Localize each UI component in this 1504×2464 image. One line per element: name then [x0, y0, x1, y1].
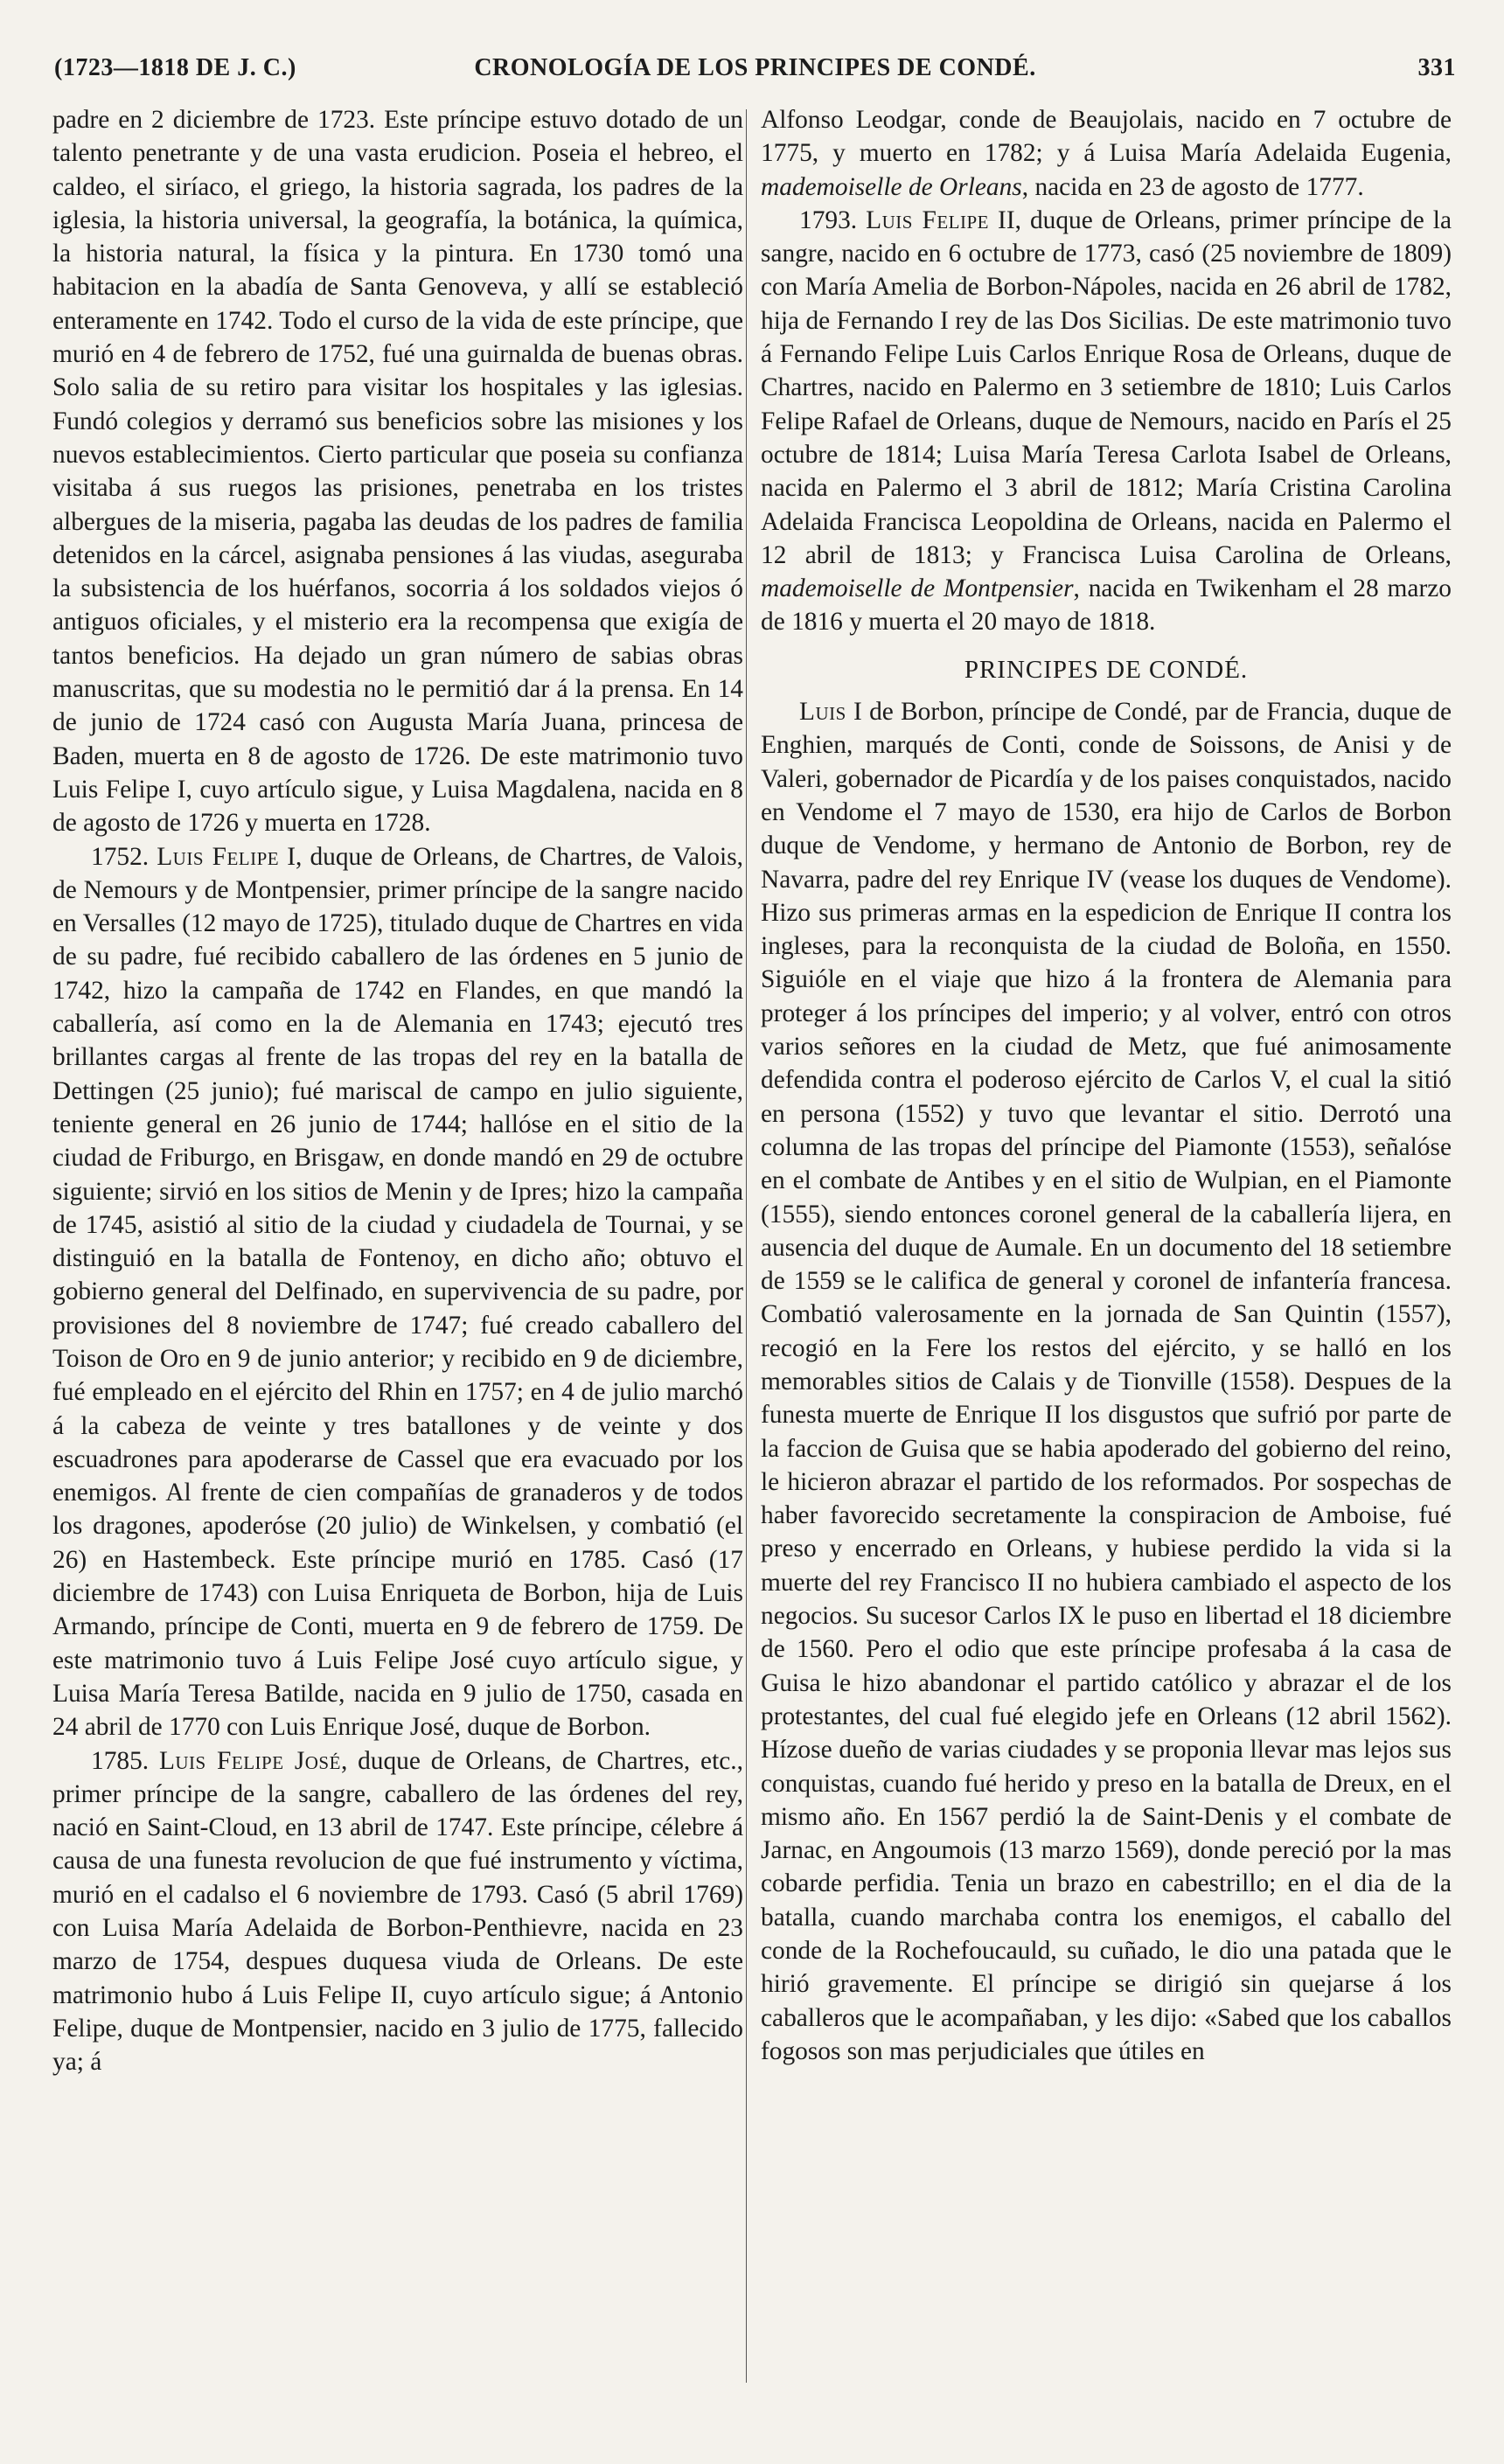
header-date-range: (1723—1818 DE J. C.)	[54, 54, 296, 81]
paragraph-luis-intro: padre en 2 diciembre de 1723. Este príncipe estuvo dotado de un talento penetrante y de una vasta erudicion. Poseia el hebreo, el caldeo, el siríaco, el griego, la historia sagrada, los padres de la iglesia, la historia universal, la geografía, la botánica, la química, la historia natural, la física y la pintura. En 1730 tomó una habitacion en la abadía de Santa Genoveva, y allí se estableció enteramente en 1742. Todo el curso de la vida de este príncipe, que murió en 4 de febrero de 1752, fué una guirnalda de buenas obras. Solo salia de su retiro para visitar los hospitales y las iglesias. Fundó colegios y derramó sus beneficios sobre las misiones y los nuevos establecimientos. Cierto particular que poseia su confianza visitaba á sus ruegos las prisiones, penetraba en los tristes albergues de la miseria, pagaba las deudas de los padres de familia detenidos en la cárcel, asignaba pensiones á las viudas, aseguraba la subsistencia de los huérfanos, socorria á los soldados viejos ó antiguos oficiales, y el misterio era la recompensa que exigía de tantos beneficios. Ha dejado un gran número de sabias obras manuscritas, que su modestia no le permitió dar á la prensa. En 14 de junio de 1724 casó con Augusta María Juana, princesa de Baden, muerta en 8 de agosto de 1726. De este matrimonio tuvo Luis Felipe I, cuyo artículo sigue, y Luisa Magdalena, nacida en 8 de agosto de 1726 y muerta en 1728.	[52, 106, 743, 838]
paragraph-luis-felipe-i	[52, 840, 743, 1744]
header-title: CRONOLOGÍA DE LOS PRINCIPES DE CONDÉ.	[474, 54, 1036, 81]
paragraph-luis-felipe-jose	[52, 1744, 743, 2079]
continuation-text: Alfonso Leodgar, conde de Beaujolais, nacido en 7 octubre de 1775, y muerto en 1782; y á Luisa María Adelaida Eugenia,	[761, 106, 1452, 168]
continuation-end: , nacida en 23 de agosto de 1777.	[1021, 172, 1364, 201]
entry-text: I, duque de Orleans, de Chartres, de Valois, de Nemours y de Montpensier, primer príncipe de la sangre nacido en Versalles (12 mayo de 1725), titulado duque de Chartres en vida de su padre, fué recibido caballero de las órdenes en 5 junio de 1742, hizo la campaña de 1742 en Flandes, en que mandó la caballería, así como en la de Alemania en 1743; ejecutó tres brillantes cargas al frente de las tropas del rey en la batalla de Dettingen (25 junio); fué mariscal de campo en julio siguiente, teniente general en 26 junio de 1744; hallóse en el sitio de la ciudad de Friburgo, en Brisgaw, en donde mandó en 29 de octubre siguiente; sirvió en los sitios de Menin y de Ipres; hizo la campaña de 1745, asistió al sitio de la ciudad y ciudadela de Tournai, y se distinguió en la batalla de Fontenoy, en dicho año; obtuvo el gobierno general del Delfinado, en supervivencia de su padre, por provisiones del 8 noviembre de 1747; fué creado caballero del Toison de Oro en 9 de junio anterior; y recibido en 9 de diciembre, fué empleado en el ejército del Rhin en 1757; en 4 de julio marchó á la cabeza de veinte y tres batallones y de veinte y dos escuadrones para apoderarse de Cassel que era evacuado por los enemigos. Al frente de cien compañías de granaderos y de todos los dragones, apoderóse (20 julio) de Winkelsen, y combatió (el 26) en Hastembeck. Este príncipe murió en 1785. Casó (17 diciembre de 1743) con Luisa Enriqueta de Borbon, hija de Luis Armando, príncipe de Conti, muerta en 9 de febrero de 1759. De este matrimonio tuvo á Luis Felipe José cuyo artículo sigue, y Luisa María Teresa Batilde, nacida en 9 julio de 1750, casada en 24 abril de 1770 con Luis Enrique José, duque de Borbon.	[52, 842, 743, 1742]
entry-text: I de Borbon, príncipe de Condé, par de Francia, duque de Enghien, marqués de Conti, conde de Soissons, de Anisi y de Valeri, gobernador de Picardía y de los paises conquistados, nacido en Vendome el 7 mayo de 1530, era hijo de Carlos de Borbon duque de Vendome, y hermano de Antonio de Borbon, rey de Navarra, padre del rey Enrique IV (vease los duques de Vendome). Hizo sus primeras armas en la espedicion de Enrique II contra los ingleses, para la reconquista de la ciudad de Boloña, en 1550. Siguióle en el viaje que hizo á la frontera de Alemania para proteger á los príncipes del imperio; y al volver, entró con otros varios señores en la ciudad de Metz, que fué animosamente defendida contra el poderoso ejército de Carlos V, el cual la sitió en persona (1552) y tuvo que levantar el sitio. Derrotó una columna de las tropas del príncipe del Piamonte (1553), señalóse en el combate de Antibes y en el sitio de Wulpian, en el Piamonte (1555), siendo entonces coronel general de la caballería lijera, en ausencia del duque de Aumale. En un documento del 18 setiembre de 1559 se le califica de general y coronel de infantería francesa. Combatió valerosamente en la jornada de San Quintin (1557), recogió en la Fere los restos del ejército, y se halló en los memorables sitios de Calais y de Tionville (1558). Despues de la funesta muerte de Enrique II los disgustos que sufrió por parte de la faccion de Guisa que se habia apoderado del gobierno del reino, le hicieron abrazar el partido de los reformados. Por sospechas de haber favorecido secretamente la conspiracion de Amboise, fué preso y encerrado en Orleans, y hubiese perdido la vida si la muerte del rey Francisco II no hubiera cambiado el aspecto de los negocios. Su sucesor Carlos IX le puso en libertad el 18 diciembre de 1560. Pero el odio que este príncipe profesaba á la casa de Guisa le hizo abandonar el partido católico y abrazar el de los protestantes, del cual fué elegido jefe en Orleans (12 abril 1562). Hízose dueño de varias ciudades y se proponia llevar mas lejos sus conquistas, cuando fué herido y preso en la batalla de Dreux, en el mismo año. En 1567 perdió la de Saint-Denis y el combate de Jarnac, en Angoumois (13 marzo 1569), donde pereció por la mas cobarde perfidia. Tenia un brazo en cabestrillo; en el dia de la batalla, cuando marchaba contra los enemigos, el caballo del conde de la Rochefoucauld, su cuñado, le dio una patada que le hirió gravemente. El príncipe se dirigió sin quejarse á los caballeros que le acompañaban, y les dijo: «Sabed que los caballos fogosos son mas perjudiciales que útiles en	[761, 698, 1452, 2065]
entry-text: II, duque de Orleans, primer príncipe de la sangre, nacido en 6 octubre de 1773, casó (25 noviembre de 1809) con María Amelia de Borbon-Nápoles, nacida en 26 abril de 1782, hija de Fernando I rey de las Dos Sicilias. De este matrimonio tuvo á Fernando Felipe Luis Carlos Enrique Rosa de Orleans, duque de Chartres, nacido en Palermo en 3 setiembre de 1810; Luis Carlos Felipe Rafael de Orleans, duque de Nemours, nacido en París el 25 octubre de 1814; Luisa María Teresa Carlota Isabel de Orleans, nacida en Palermo el 3 abril de 1812; María Cristina Carolina Adelaida Francisca Leopoldina de Orleans, nacida en Palermo el 12 abril de 1813; y Francisca Luisa Carolina de Orleans,	[761, 205, 1452, 569]
entry-text: , duque de Orleans, de Chartres, etc., primer príncipe de la sangre, caballero de las órdenes del rey, nació en Saint-Cloud, en 13 abril de 1747. Este príncipe, célebre á causa de una funesta revolucion de que fué instrumento y víctima, murió en el cadalso el 6 noviembre de 1793. Casó (5 abril 1769) con Luisa María Adelaida de Borbon-Penthievre, nacida en 23 marzo de 1754, despues duquesa viuda de Orleans. De este matrimonio hubo á Luis Felipe II, cuyo artículo sigue; á Antonio Felipe, duque de Montpensier, nacido en 3 julio de 1775, fallecido ya; á	[52, 1746, 743, 2077]
section-title: PRINCIPES DE CONDÉ.	[964, 655, 1249, 684]
paragraph-luis-felipe-ii	[761, 204, 1452, 639]
paragraph-luis-i-conde	[761, 695, 1452, 2068]
entry-year: 1785.	[91, 1746, 150, 1775]
entry-name: Luis Felipe José	[158, 1746, 341, 1775]
right-column	[761, 103, 1452, 2068]
paragraph-continuation	[761, 103, 1452, 204]
italic-title: mademoiselle de Orleans	[761, 172, 1022, 201]
column-divider	[746, 109, 747, 2383]
entry-year: 1752.	[91, 842, 150, 871]
entry-name: Luis	[799, 698, 846, 727]
left-column	[52, 103, 743, 2079]
page-number: 331	[1417, 54, 1456, 81]
entry-year: 1793.	[799, 205, 858, 234]
italic-title: mademoiselle de Montpensier	[761, 574, 1074, 603]
entry-name: Luis Felipe	[157, 842, 280, 871]
page-header	[54, 54, 1456, 94]
entry-end: , nacida en Twikenham el 28 marzo de 1816 y muerta el 20 mayo de 1818.	[761, 574, 1452, 637]
entry-name: Luis Felipe	[866, 205, 989, 234]
